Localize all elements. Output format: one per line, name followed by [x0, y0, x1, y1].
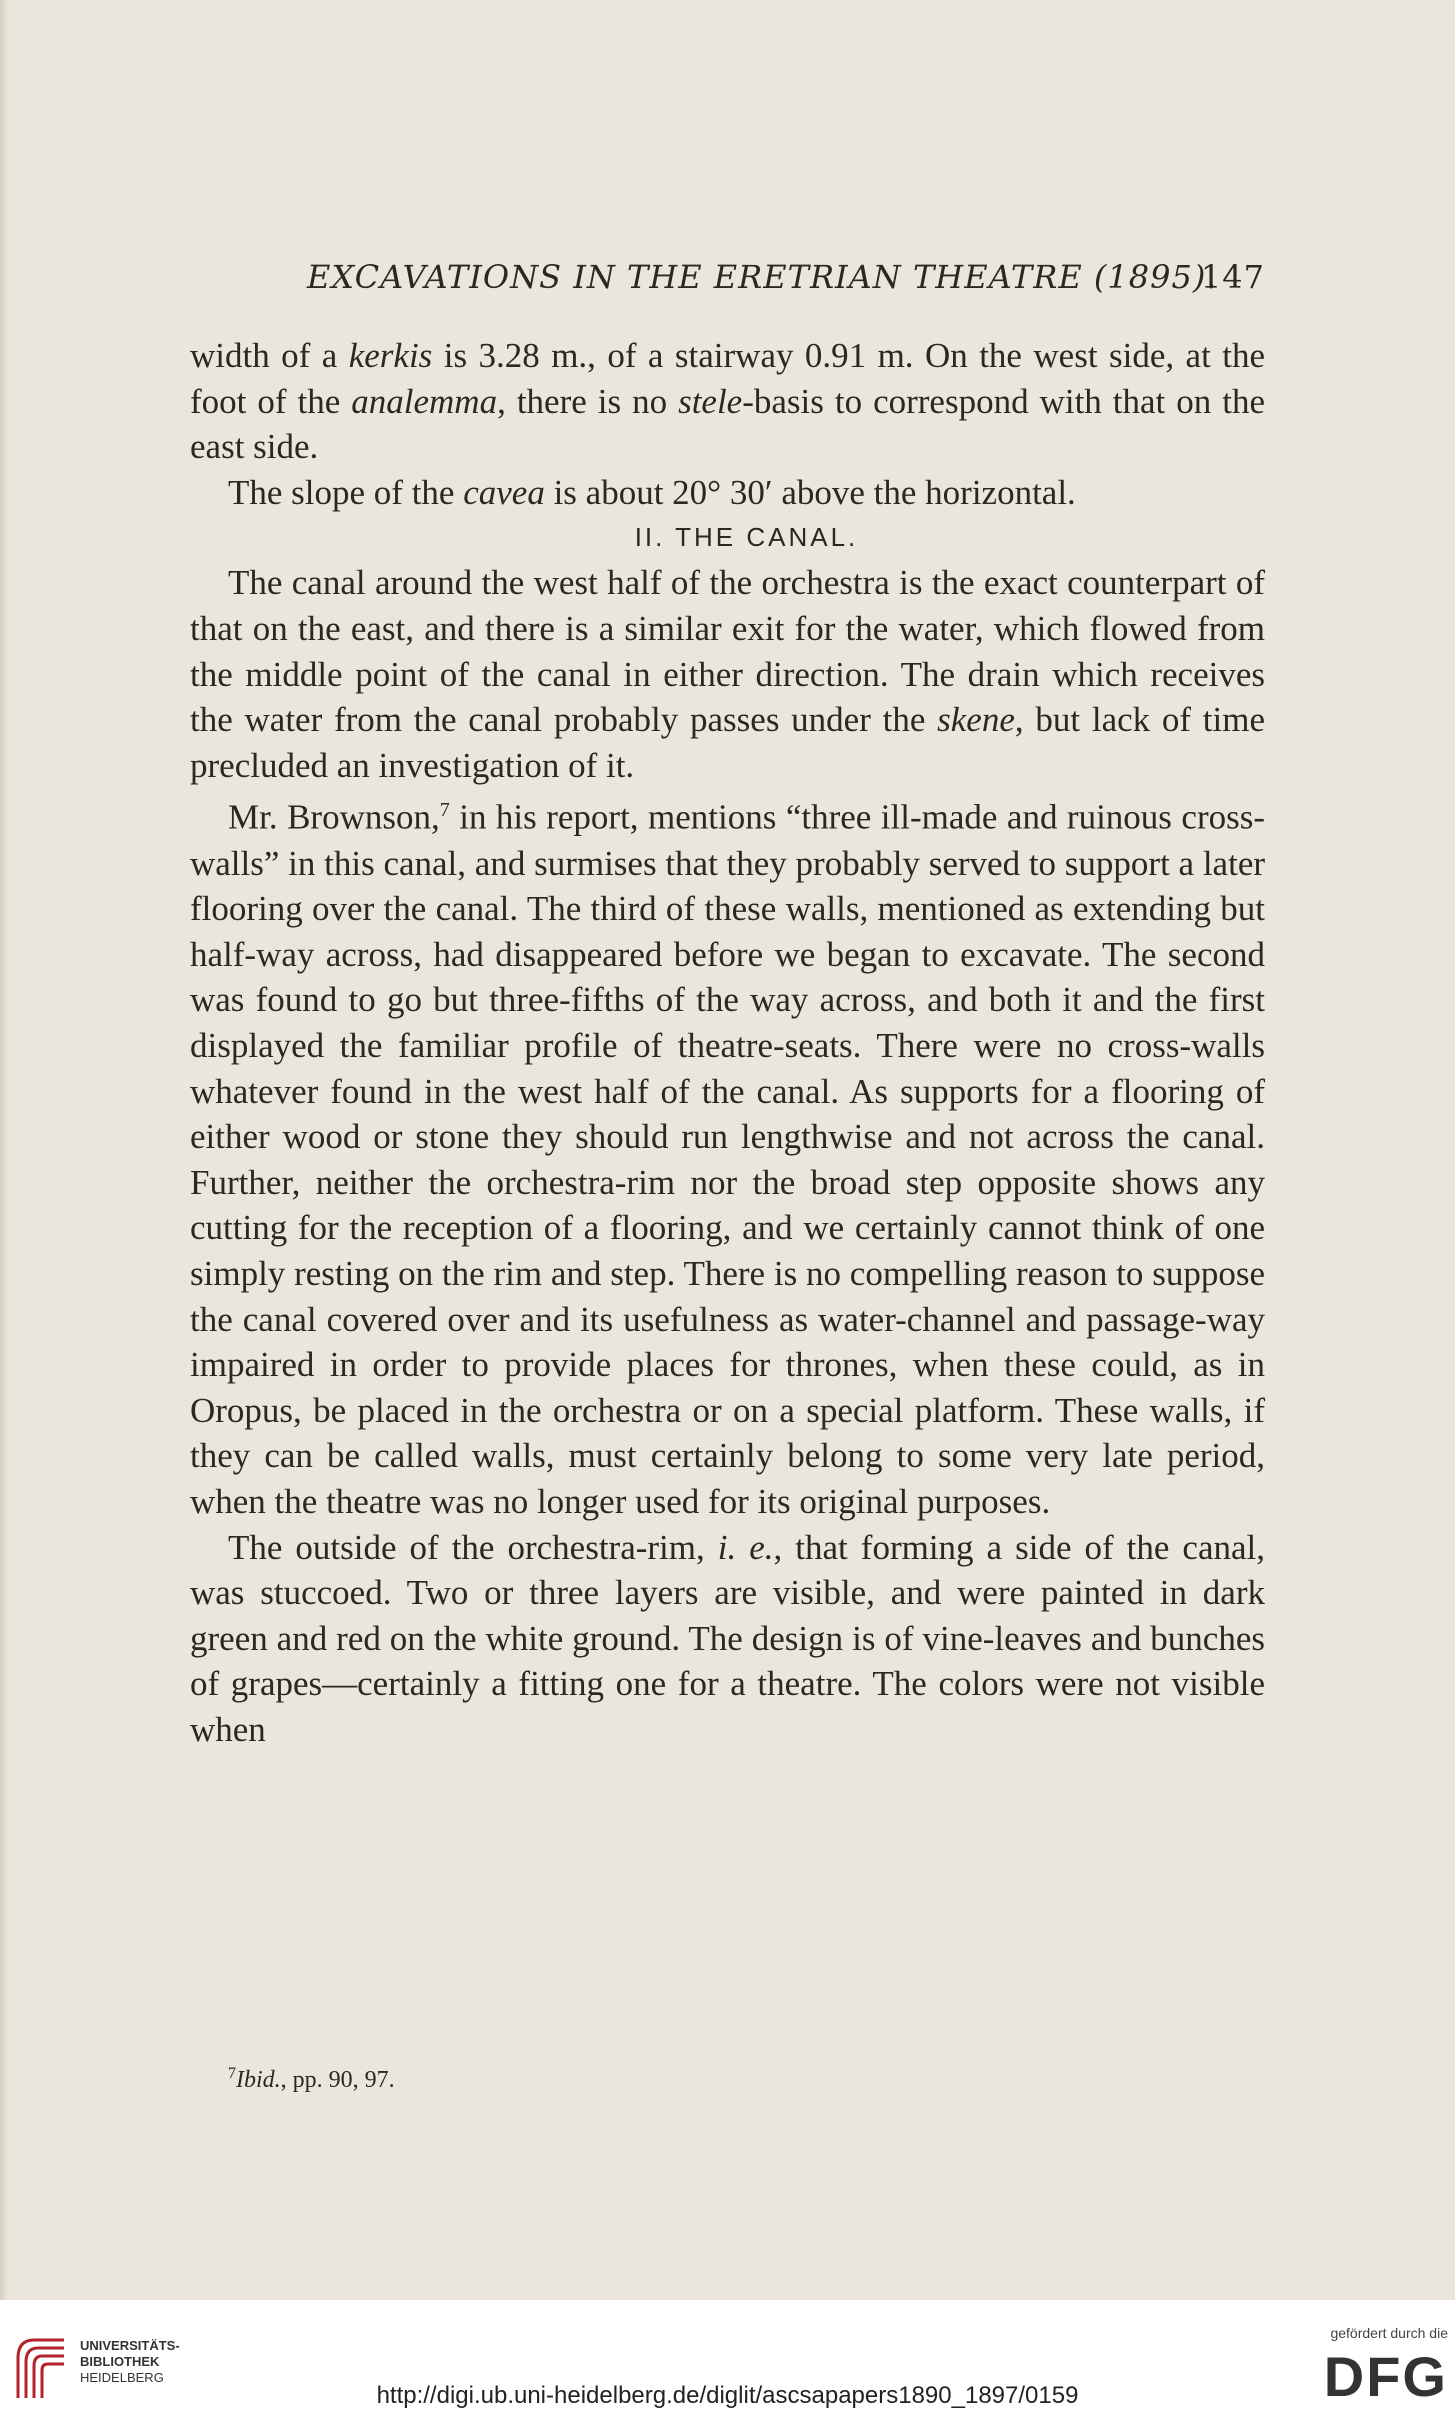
italic-term-kerkis: kerkis — [348, 336, 433, 375]
text-run: width of a — [190, 336, 349, 375]
text-run: is about 20° 30′ above the horizontal. — [544, 472, 1076, 512]
italic-term-cavea: cavea — [463, 472, 545, 512]
library-name — [80, 2338, 180, 2386]
library-line-3: HEIDELBERG — [80, 2370, 164, 2385]
text-run: in his report, mentions “three ill-made and ruinous cross-walls” in this canal, and surmises that they probably served to support a later flooring over the canal. The third of these walls, mentioned as extending but half-way across, had disappeared before we began to excavate. The second was found to go but three-fifths of the way across, and both it and the first displayed the familiar profile of theatre-seats. There were no cross-walls whatever found in the west half of the canal. As supports for a flooring of either wood or stone they should run lengthwise and not across the canal. Further, neither the orchestra-rim nor the broad step opposite shows any cutting for the reception of a flooring, and we certainly cannot think of one simply resting on the rim and step. There is no compelling reason to suppose the canal covered over and its usefulness as water-channel and passage-way impaired in order to provide places for thrones, when these could, as in Oropus, be placed in the orchestra or on a special platform. These walls, if they can be called walls, must certainly belong to some very late period, when the theatre was no longer used for its original purposes. — [190, 798, 1266, 1521]
running-head-title: EXCAVATIONS IN THE ERETRIAN THEATRE (1895). — [307, 258, 1218, 296]
page-number: 147 — [1200, 258, 1265, 296]
text-run: The canal around the west half of the orchestra is the exact counterpart of that on the east, and there is a similar exit for the water, which flowed from the middle point of the canal in either direction. The drain which receives the water from the canal probably passes under the — [190, 563, 1265, 740]
footnote-ibid: Ibid. — [236, 2067, 281, 2093]
italic-term-skene: skene — [937, 700, 1015, 740]
paragraph-2 — [190, 470, 1265, 516]
funding-note: gefördert durch die — [1330, 2325, 1448, 2341]
italic-term-stele: stele — [678, 381, 743, 421]
paragraph-1 — [190, 333, 1265, 470]
footnote-reference: 7 — [439, 799, 450, 822]
footnote — [228, 2065, 395, 2094]
text-run: is 3.28 m., of a stairway 0.91 m. On the west side, at the foot of the — [190, 336, 1265, 421]
body-text — [190, 333, 1265, 1752]
text-run: , there is no — [497, 381, 679, 421]
italic-abbreviation: i. e. — [717, 1527, 774, 1567]
library-line-2: BIBLIOTHEK — [80, 2354, 160, 2369]
paragraph-5 — [190, 1525, 1265, 1753]
footnote-text: , pp. 90, 97. — [280, 2067, 395, 2093]
funder-block[interactable] — [1300, 2325, 1448, 2410]
italic-term-analemma: analemma — [351, 381, 498, 421]
text-run: The slope of the — [228, 472, 464, 512]
text-run: , but lack of time precluded an investigation of it. — [190, 700, 1265, 785]
page-edge-shadow — [0, 0, 8, 2300]
library-line-1: UNIVERSITÄTS- — [80, 2338, 180, 2353]
text-run: Mr. Brownson, — [228, 798, 440, 837]
text-run: , that forming a side of the canal, was stuccoed. Two or three layers are visible, and were painted in dark green and red on the white ground. The design is of vine-leaves and bunches of grapes—certainly a fitting one for a theatre. The colors were not visible when — [190, 1527, 1265, 1749]
footnote-marker: 7 — [228, 2065, 236, 2082]
text-run: The outside of the orchestra-rim, — [228, 1527, 718, 1567]
text-run: -basis to correspond with that on the east side. — [190, 381, 1265, 467]
section-heading: II. THE CANAL. — [634, 522, 859, 553]
running-head — [190, 258, 1265, 302]
permalink-url[interactable]: http://digi.ub.uni-heidelberg.de/diglit/ascsapapers1890_1897/0159 — [376, 2382, 1079, 2409]
dfg-logo-icon: DFG — [1323, 2345, 1448, 2408]
paragraph-3 — [190, 560, 1265, 788]
paragraph-4 — [190, 788, 1265, 1524]
